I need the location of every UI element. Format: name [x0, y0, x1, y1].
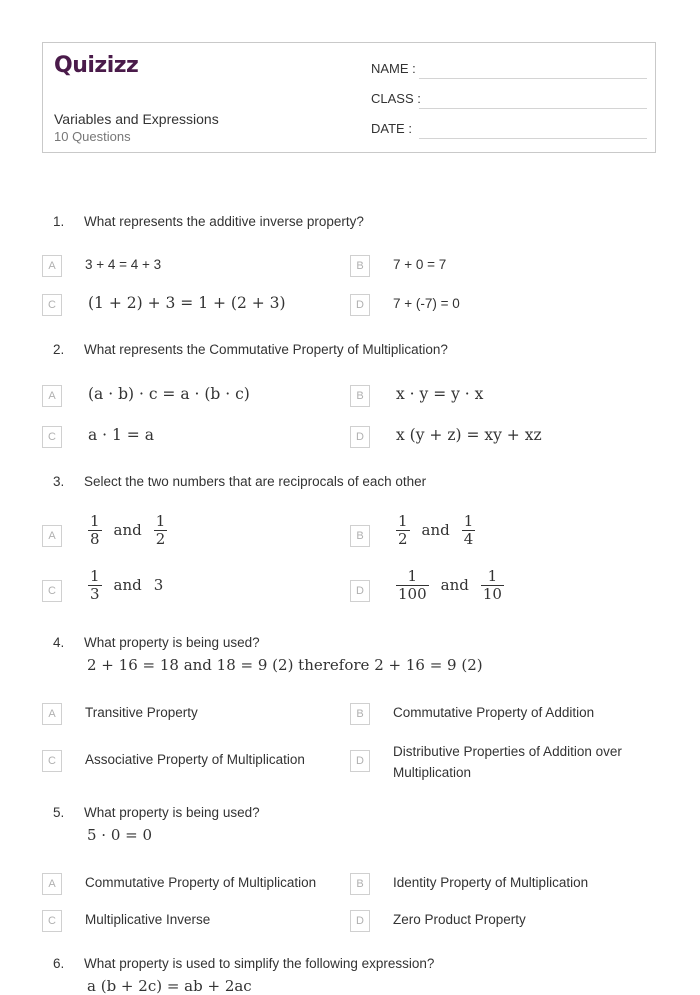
option-math: $\frac{1}{3}$ and 3: [90, 567, 164, 603]
question-text: What property is used to simplify the following expression?: [84, 956, 435, 971]
class-field[interactable]: [371, 91, 647, 109]
option-letter-box: C: [42, 426, 62, 448]
option-letter-box: D: [350, 294, 370, 316]
question-number: 5.: [53, 805, 65, 820]
option-letter-box: C: [42, 294, 62, 316]
option-text: Associative Property of Multiplication: [85, 752, 305, 767]
option-text: 7 + 0 = 7: [393, 257, 447, 272]
option-letter-box: C: [42, 910, 62, 932]
fraction: $\frac{1}{4}$: [463, 512, 474, 548]
option-letter-box: B: [350, 255, 370, 277]
option-text: 7 + (-7) = 0: [393, 296, 460, 311]
option-letter-box: B: [350, 385, 370, 407]
class-line: [419, 108, 647, 109]
question-number: 3.: [53, 474, 65, 489]
question-number: 1.: [53, 214, 65, 229]
name-line: [419, 78, 647, 79]
option-letter-box: C: [42, 750, 62, 772]
option-text: Zero Product Property: [393, 912, 526, 927]
option-letter-box: A: [42, 255, 62, 277]
question-text: What property is being used?: [84, 635, 260, 650]
question-text: What represents the Commutative Property of Multiplication?: [84, 342, 448, 357]
name-field[interactable]: [371, 61, 647, 79]
fraction: $\frac{1}{8}$: [90, 512, 100, 548]
option-math: (1 + 2) + 3 = 1 + (2 + 3): [88, 294, 286, 312]
option-letter-box: A: [42, 385, 62, 407]
fraction: $\frac{1}{3}$: [90, 567, 100, 603]
question-count: 10 Questions: [54, 129, 131, 144]
question-text: What represents the additive inverse property?: [84, 214, 364, 229]
fraction: $\frac{1}{2}$: [155, 512, 166, 548]
name-label: NAME :: [371, 61, 416, 76]
option-letter-box: A: [42, 873, 62, 895]
option-letter-box: C: [42, 580, 62, 602]
worksheet-title: Variables and Expressions: [54, 111, 219, 127]
fraction: $\frac{1}{100}$: [398, 567, 427, 603]
question-math: 5 · 0 = 0: [87, 826, 153, 844]
question-math: a (b + 2c) = ab + 2ac: [87, 977, 252, 995]
class-label: CLASS :: [371, 91, 421, 106]
option-text: Multiplicative Inverse: [85, 912, 211, 927]
option-letter-box: B: [350, 873, 370, 895]
option-math: $\frac{1}{2}$ and $\frac{1}{4}$: [398, 512, 474, 548]
option-letter-box: D: [350, 910, 370, 932]
option-text: Commutative Property of Addition: [393, 705, 595, 720]
question-text: What property is being used?: [84, 805, 260, 820]
fraction: $\frac{1}{10}$: [482, 567, 502, 603]
fraction: $\frac{1}{2}$: [398, 512, 408, 548]
option-math: $\frac{1}{8}$ and $\frac{1}{2}$: [90, 512, 166, 548]
question-text: Select the two numbers that are reciprocals of each other: [84, 474, 427, 489]
option-text: Transitive Property: [85, 705, 198, 720]
quizizz-logo: Quizizz: [54, 53, 139, 78]
option-letter-box: A: [42, 525, 62, 547]
question-math: 2 + 16 = 18 and 18 = 9 (2) therefore 2 + 16 = 9 (2): [87, 656, 483, 674]
option-math: x (y + z) = xy + xz: [396, 426, 542, 444]
option-math: x · y = y · x: [396, 385, 484, 403]
option-text: Identity Property of Multiplication: [393, 875, 589, 890]
option-text: Distributive Properties of Addition over Multiplication: [393, 744, 622, 780]
option-letter-box: D: [350, 750, 370, 772]
option-letter-box: B: [350, 703, 370, 725]
option-math: (a · b) · c = a · (b · c): [88, 385, 250, 403]
option-letter-box: D: [350, 580, 370, 602]
question-number: 6.: [53, 956, 65, 971]
option-math: a · 1 = a: [88, 426, 154, 444]
question-number: 2.: [53, 342, 65, 357]
option-math: $\frac{1}{100}$ and $\frac{1}{10}$: [398, 567, 502, 603]
date-field[interactable]: [371, 121, 647, 139]
option-letter-box: B: [350, 525, 370, 547]
option-text: 3 + 4 = 4 + 3: [85, 257, 162, 272]
option-letter-box: A: [42, 703, 62, 725]
date-line: [419, 138, 647, 139]
question-number: 4.: [53, 635, 65, 650]
worksheet-header: [42, 42, 656, 153]
date-label: DATE :: [371, 121, 412, 136]
option-text: Commutative Property of Multiplication: [85, 875, 317, 890]
option-letter-box: D: [350, 426, 370, 448]
